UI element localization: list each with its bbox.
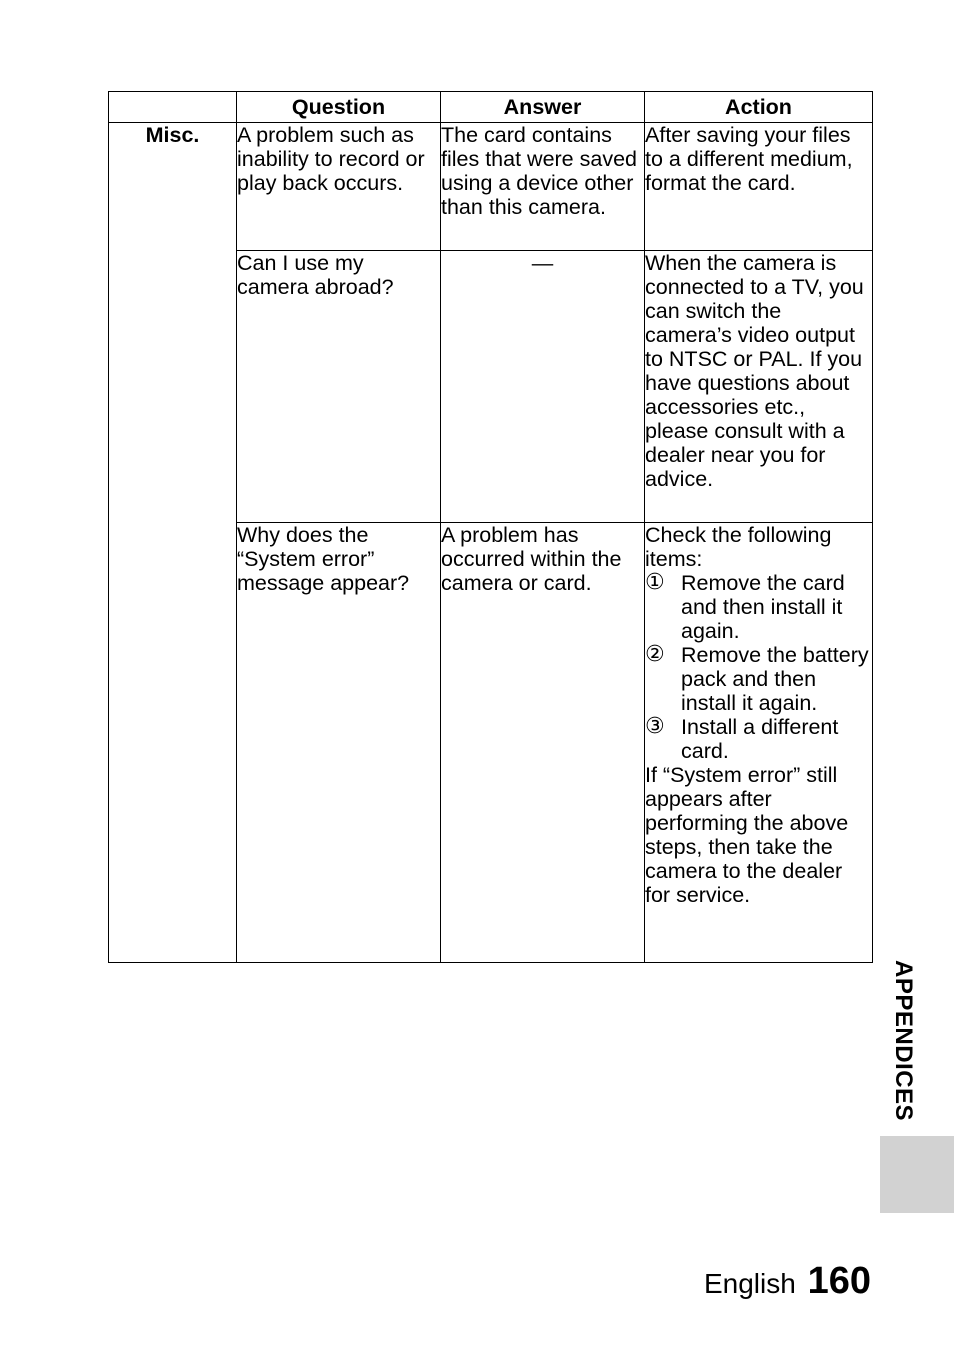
step-text: Remove the card and then install it again.: [681, 571, 845, 643]
step-number-icon: ①: [645, 570, 665, 595]
footer-language: English: [703, 1268, 796, 1299]
step-text: Install a different card.: [681, 715, 839, 763]
action-outro: If “System error” still appears after performing the above steps, then take the camera to the dealer for service.: [645, 763, 849, 907]
step-number-icon: ②: [645, 642, 665, 667]
action-cell: When the camera is connected to a TV, you can switch the camera’s video output to NTSC or PAL. If you have questions about accessories etc., please consult with a dealer near you for advice.: [645, 251, 873, 523]
step-number-icon: ③: [645, 714, 665, 739]
numbered-step: [645, 571, 872, 643]
answer-cell: The card contains files that were saved using a device other than this camera.: [441, 123, 645, 251]
page-number: 160: [807, 1260, 871, 1302]
category-cell: Misc.: [109, 123, 237, 963]
page-footer: [704, 1258, 871, 1307]
header-answer: Answer: [441, 92, 645, 123]
action-intro: Check the following items:: [645, 523, 832, 571]
step-text: Remove the battery pack and then install it again.: [681, 643, 869, 715]
table-header-row: [109, 92, 873, 123]
action-cell: [645, 523, 873, 963]
question-cell: Why does the “System error” message appear?: [237, 523, 441, 963]
section-tab-marker: [880, 1136, 954, 1213]
answer-cell: A problem has occurred within the camera or card.: [441, 523, 645, 963]
answer-cell: —: [441, 251, 645, 523]
header-question: Question: [237, 92, 441, 123]
table-row: [109, 123, 873, 251]
numbered-step: [645, 643, 872, 715]
section-tab-label: APPENDICES: [890, 960, 917, 1122]
header-category: [109, 92, 237, 123]
troubleshooting-table: [108, 91, 873, 963]
question-cell: A problem such as inability to record or play back occurs.: [237, 123, 441, 251]
action-cell: After saving your files to a different medium, format the card.: [645, 123, 873, 251]
question-cell: Can I use my camera abroad?: [237, 251, 441, 523]
header-action: Action: [645, 92, 873, 123]
numbered-step: [645, 715, 872, 763]
